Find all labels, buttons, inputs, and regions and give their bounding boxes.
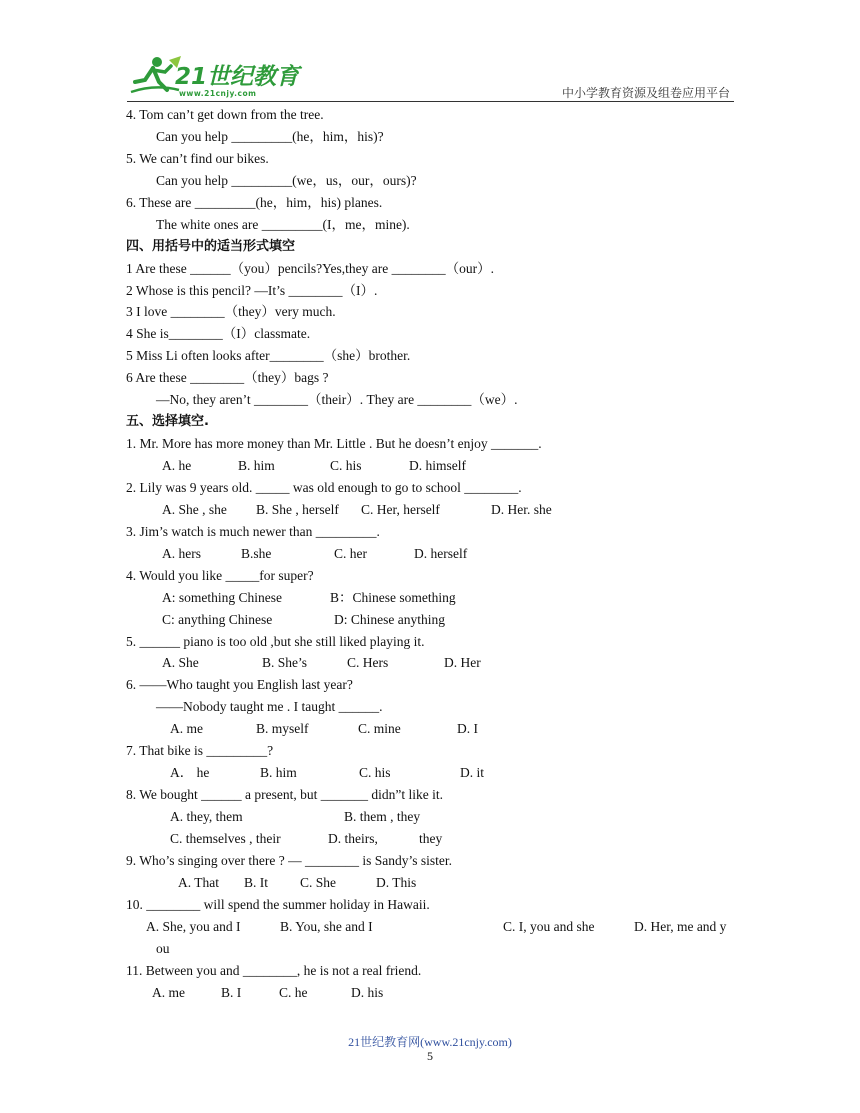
- answer-option: D. Her, me and y: [634, 918, 727, 934]
- answer-option: C. I, you and she: [503, 918, 595, 934]
- answer-option: D. it: [460, 765, 485, 781]
- answer-option: B. him: [260, 765, 297, 781]
- question-line: 3 I love ________（they）very much.: [126, 304, 336, 320]
- answer-option: B. It: [244, 874, 269, 890]
- answer-options: [126, 916, 741, 938]
- question-line: 6. These are _________(he，him，his) planes.: [126, 194, 383, 210]
- answer-option: C. her: [334, 545, 367, 561]
- answer-option: A. She: [162, 655, 199, 671]
- answer-option: A. That: [178, 874, 219, 890]
- answer-option: A． he: [170, 765, 210, 781]
- answer-option: A. hers: [162, 545, 201, 561]
- question-line: The white ones are _________(I，me，mine).: [156, 216, 410, 232]
- question-line: 5 Miss Li often looks after________（she）brother.: [126, 348, 411, 364]
- answer-option: B. myself: [256, 721, 309, 737]
- answer-option: C. themselves , their: [170, 830, 281, 846]
- answer-options: [126, 609, 741, 631]
- answer-option: C. mine: [358, 721, 401, 737]
- footer-site: 21世纪教育网(www.21cnjy.com): [348, 1035, 512, 1049]
- answer-options: [126, 762, 741, 784]
- answer-options: [126, 828, 741, 850]
- answer-option: A. they, them: [170, 809, 243, 824]
- question-line: 5. We can’t find our bikes.: [126, 150, 269, 166]
- question-line: 7. That bike is _________?: [126, 743, 274, 759]
- answer-options: [126, 587, 741, 609]
- answer-option: A. me: [152, 984, 185, 1000]
- question-line: 1 Are these ______（you）pencils?Yes,they are ________（our）.: [126, 260, 494, 276]
- section-heading: 四、用括号中的适当形式填空: [126, 238, 296, 254]
- page-number: 5: [427, 1049, 433, 1063]
- answer-option: D. This: [376, 874, 417, 890]
- answer-option: D. herself: [414, 545, 468, 561]
- answer-options: [126, 806, 741, 828]
- answer-options: [126, 499, 741, 521]
- question-line: 4 She is________（I）classmate.: [126, 326, 311, 342]
- answer-option: B. She’s: [262, 655, 308, 671]
- answer-option: D. Her. she: [491, 501, 552, 517]
- question-line: 6 Are these ________（they）bags ?: [126, 370, 329, 386]
- question-line: 11. Between you and ________, he is not a real friend.: [126, 962, 422, 978]
- answer-option: D. theirs,: [328, 830, 378, 846]
- answer-option: B. I: [221, 984, 242, 1000]
- question-line: 6. ——Who taught you English last year?: [126, 677, 353, 693]
- answer-option: C. Her, herself: [361, 501, 440, 517]
- question-line: 2 Whose is this pencil? —It’s ________（I）.: [126, 282, 378, 298]
- answer-option: D. his: [351, 984, 384, 1000]
- question-line: 3. Jim’s watch is much newer than _________.: [126, 523, 380, 539]
- question-line: Can you help _________(we，us，our，ours)?: [156, 172, 417, 188]
- logo-url: www.21cnjy.com: [179, 89, 257, 98]
- question-line: ou: [156, 940, 170, 956]
- answer-option: D. himself: [409, 458, 466, 473]
- answer-option: A. me: [170, 721, 203, 737]
- answer-option: C: anything Chinese: [162, 611, 273, 627]
- question-line: 1. Mr. More has more money than Mr. Little . But he doesn’t enjoy _______.: [126, 436, 542, 452]
- answer-options: [126, 872, 741, 894]
- question-line: 10. ________ will spend the summer holiday in Hawaii.: [126, 896, 430, 912]
- question-line: 8. We bought ______ a present, but _______ didn”t like it.: [126, 787, 443, 803]
- logo: [127, 52, 317, 100]
- question-line: 2. Lily was 9 years old. _____ was old enough to go to school ________.: [126, 479, 522, 495]
- answer-option: A. She, you and I: [146, 918, 241, 934]
- answer-options: [126, 543, 741, 565]
- answer-options: [126, 982, 741, 1004]
- question-line: Can you help _________(he，him，his)?: [156, 128, 384, 144]
- answer-options: [126, 455, 741, 477]
- question-line: 9. Who’s singing over there ? — ________ is Sandy’s sister.: [126, 852, 452, 868]
- question-line: ——Nobody taught me . I taught ______.: [156, 699, 383, 715]
- answer-option: B. You, she and I: [280, 918, 373, 934]
- answer-option: C. his: [359, 765, 391, 781]
- answer-option: D. I: [457, 721, 478, 737]
- answer-options: [126, 652, 741, 674]
- answer-options: [126, 718, 741, 740]
- section-heading: 五、选择填空.: [126, 414, 209, 430]
- worksheet-body: [126, 104, 741, 1003]
- runner-icon: [131, 56, 181, 92]
- header-divider: [127, 101, 734, 102]
- answer-option: C. Hers: [347, 655, 389, 671]
- header-platform-name: 中小学教育资源及组卷应用平台: [561, 86, 730, 100]
- question-line: 4. Tom can’t get down from the tree.: [126, 107, 324, 122]
- answer-option: C. his: [330, 458, 362, 473]
- answer-option: C. he: [279, 984, 308, 1000]
- answer-option: B. him: [238, 458, 275, 473]
- answer-option: B.she: [241, 545, 272, 561]
- answer-option: B. them , they: [344, 809, 421, 824]
- answer-option: A. he: [162, 458, 192, 473]
- answer-option: A: something Chinese: [162, 589, 282, 605]
- question-line: 5. ______ piano is too old ,but she still liked playing it.: [126, 633, 425, 649]
- answer-option: C. She: [300, 874, 337, 890]
- answer-option: B：Chinese something: [330, 589, 456, 605]
- question-line: 4. Would you like _____for super?: [126, 567, 314, 583]
- page-header: [127, 52, 734, 102]
- answer-option: D: Chinese anything: [334, 611, 445, 627]
- answer-option: D. Her: [444, 655, 481, 671]
- answer-option: B. She , herself: [256, 501, 339, 517]
- answer-option: they: [419, 830, 443, 846]
- answer-option: A. She , she: [162, 501, 227, 517]
- question-line: —No, they aren’t ________（their）. They are ________（we）.: [156, 392, 518, 408]
- logo-text: 21世纪教育: [175, 64, 300, 90]
